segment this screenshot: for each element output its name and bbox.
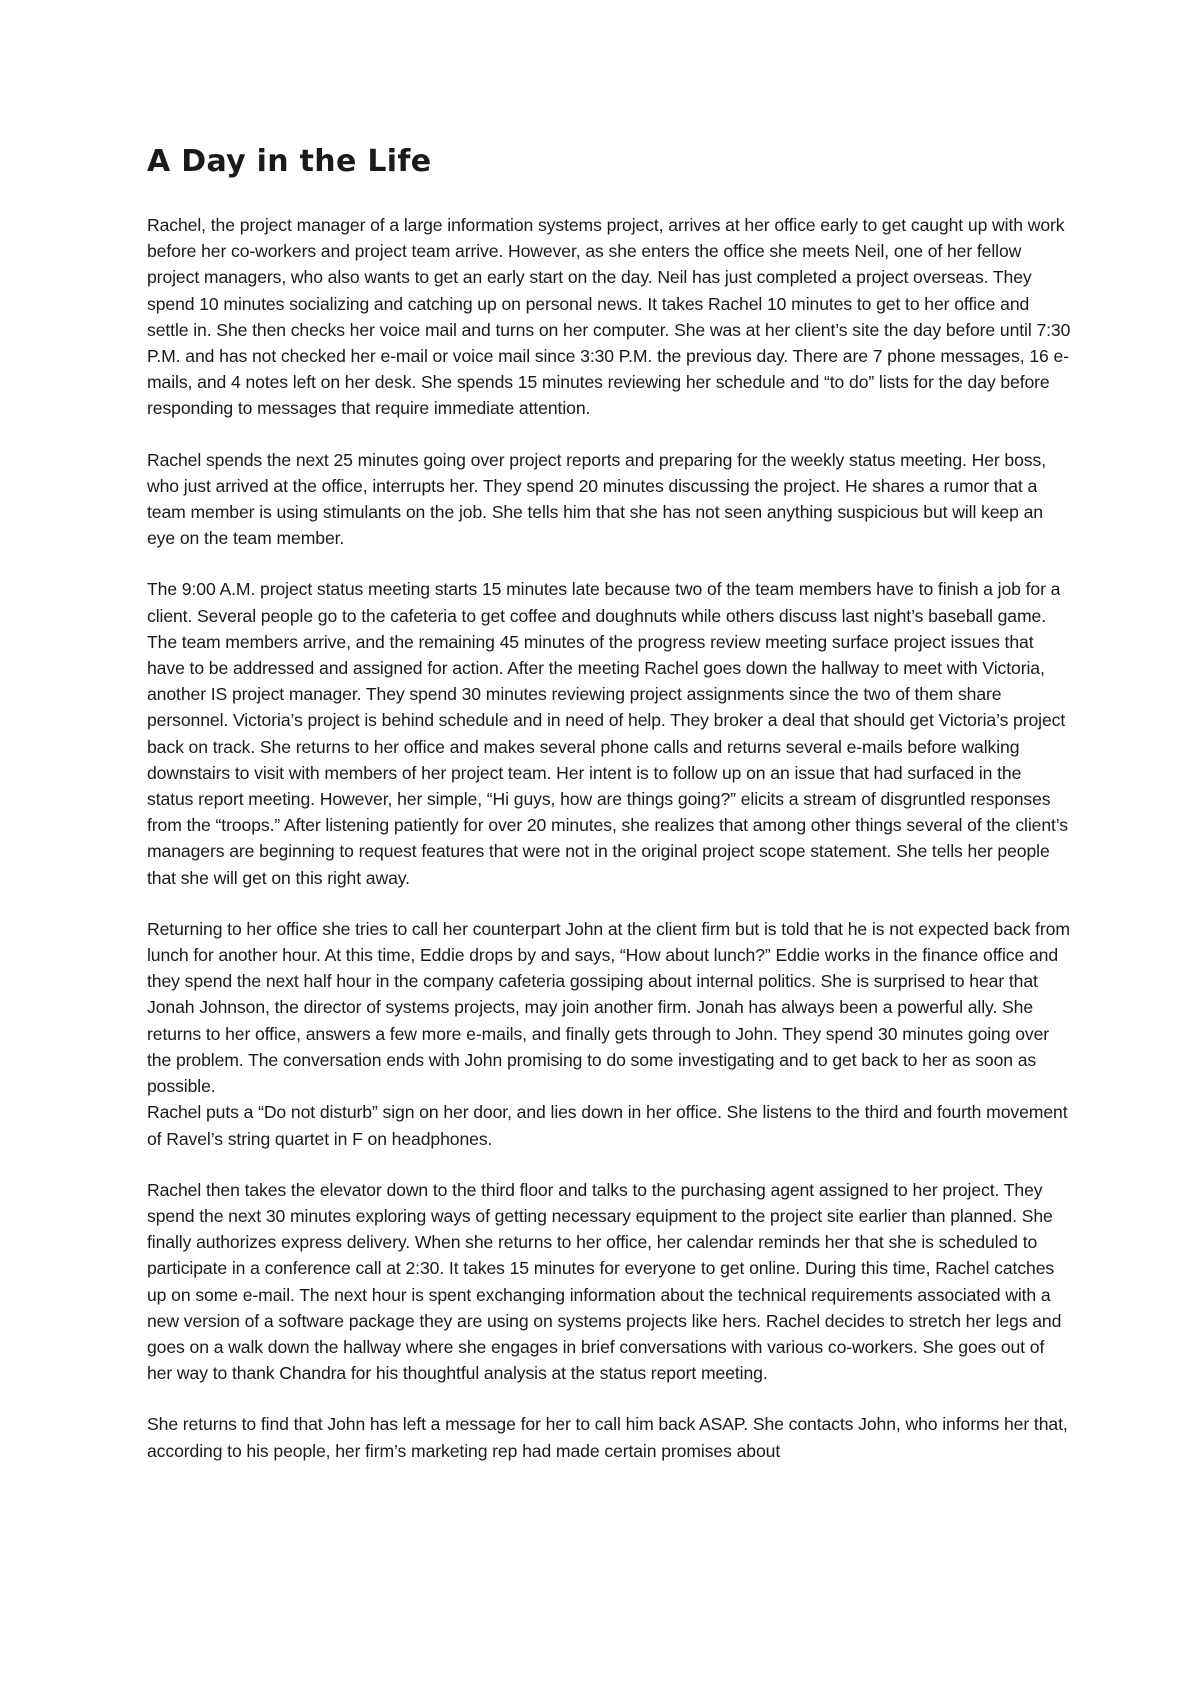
document-title: A Day in the Life (147, 144, 432, 179)
paragraph-lunch: Returning to her office she tries to call her counterpart John at the client firm but is told that he is not expected back from lunch for another hour. At this time, Eddie drops by and says, “How about lunch?” Eddie works in the finance office and they spend the next half hour in the company cafeteria gossiping about internal politics. She is surprised to hear that Jonah Johnson, the director of systems projects, may join another firm. Jonah has always been a powerful ally. She returns to her office, answers a few more e-mails, and finally gets through to John. They spend 30 minutes going over the problem. The conversation ends with John promising to do some investigating and to get back to her as soon as possible. (147, 918, 1070, 1097)
paragraph-afternoon: Rachel then takes the elevator down to the third floor and talks to the purchasing agent assigned to her project. They spend the next 30 minutes exploring ways of getting necessary equipment to the project site earlier than planned. She finally authorizes express delivery. When she returns to her office, her calendar reminds her that she is scheduled to participate in a conference call at 2:30. It takes 15 minutes for everyone to get online. During this time, Rachel catches up on some e-mail. The next hour is spent exchanging information about the technical requirements associated with a new version of a software package they are using on systems projects like hers. Rachel decides to stretch her legs and goes on a walk down the hallway where she engages in brief conversations with various co-workers. She goes out of her way to thank Chandra for his thoughtful analysis at the status report meeting. (147, 1179, 1062, 1384)
paragraph-status-meeting: The 9:00 A.M. project status meeting starts 15 minutes late because two of the team members have to finish a job for a client. Several people go to the cafeteria to get coffee and doughnuts while others discuss last night’s baseball game. The team members arrive, and the remaining 45 minutes of the progress review meeting surface project issues that have to be addressed and assigned for action. After the meeting Rachel goes down the hallway to meet with Victoria, another IS project manager. They spend 30 minutes reviewing project assignments since the two of them share personnel. Victoria’s project is behind schedule and in need of help. They broker a deal that should get Victoria’s project back on track. She returns to her office and makes several phone calls and returns several e-mails before walking downstairs to visit with members of her project team. Her intent is to follow up on an issue that had surfaced in the status report meeting. However, her simple, “Hi guys, how are things going?” elicits a stream of disgruntled responses from the “troops.” After listening patiently for over 20 minutes, she realizes that among other things several of the client’s managers are beginning to request features that were not in the original project scope statement. She tells her people that she will get on this right away. (147, 579, 1068, 888)
paragraph-status-prep: Rachel spends the next 25 minutes going over project reports and preparing for the weekly status meeting. Her boss, who just arrived at the office, interrupts her. They spend 20 minutes discussing the project. He shares a rumor that a team member is using stimulants on the job. She tells him that she has not seen anything suspicious but will keep an eye on the team member. (147, 449, 1046, 549)
paragraph-john-callback: She returns to find that John has left a message for her to call him back ASAP. She contacts John, who informs her that, according to his people, her firm’s marketing rep had made certain promises about (147, 1414, 1068, 1461)
paragraph-arrival: Rachel, the project manager of a large information systems project, arrives at her office early to get caught up with work before her co-workers and project team arrive. However, as she enters the office she meets Neil, one of her fellow project managers, who also wants to get an early start on the day. Neil has just completed a project overseas. They spend 10 minutes socializing and catching up on personal news. It takes Rachel 10 minutes to get to her office and settle in. She then checks her voice mail and turns on her computer. She was at her client’s site the day before until 7:30 P.M. and has not checked her e-mail or voice mail since 3:30 P.M. the previous day. There are 7 phone messages, 16 e-mails, and 4 notes left on her desk. She spends 15 minutes reviewing her schedule and “to do” lists for the day before responding to messages that require immediate attention. (147, 215, 1071, 419)
document-body (147, 142, 1072, 1489)
paragraph-break: Rachel puts a “Do not disturb” sign on her door, and lies down in her office. She listens to the third and fourth movement of Ravel’s string quartet in F on headphones. (147, 1102, 1068, 1149)
